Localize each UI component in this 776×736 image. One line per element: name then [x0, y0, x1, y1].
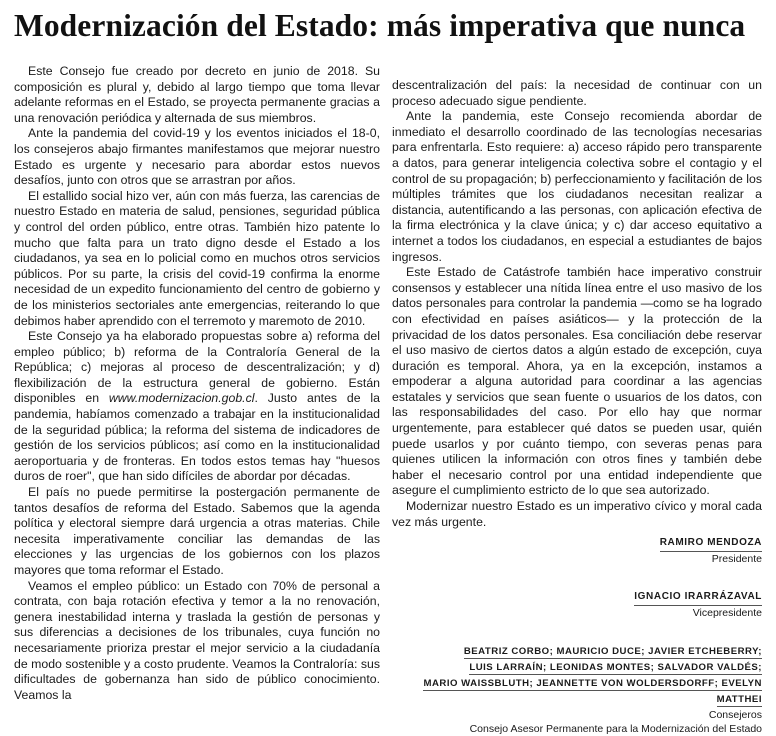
website-link[interactable]: www.modernizacion.gob.cl [108, 391, 255, 406]
council-names-line: MARIO WAISSBLUTH; JEANNETTE VON WOLDERSDORFF; EVELYN MATTHEI [423, 678, 762, 706]
paragraph: El estallido social hizo ver, aún con más fuerza, las carencias de nuestro Estado en materia de salud, pensiones, seguridad pública y control del orden público, entre otras. También hizo patente lo mucho que falta para un trato digno desde el Estado a los ciudadanos, ya sea en lo policial como en muchos otros servicios públicos. Por su parte, la crisis del covid-19 confirma la enorme necesidad de un expedito funcionamiento del centro de gobierno y de los ministerios sectoriales ante emergencias, reiterando lo que debimos haber aprendido con el terremoto y maremoto de 2010. [14, 188, 380, 328]
paragraph: Modernizar nuestro Estado es un imperativo cívico y moral cada vez más urgente. [392, 499, 762, 529]
paragraph: Veamos el empleo público: un Estado con 70% de personal a contrata, con baja rotación efectiva y temor a la no renovación, genera inestabilidad interna y traslada la gestión de personas y sus diferencias a decisiones de los tribunales, cuya función no necesariamente prioriza prestar el mejor servicio a la ciudadanía de modo sostenible y a costo prudente. Veamos la Contraloría: sus dificultades de gobernanza han sido de público conocimiento. Veamos la [14, 578, 380, 702]
paragraph-text: Este Consejo ya ha elaborado propuestas sobre a) reforma del empleo público; b) reforma de la Contraloría General de la República; c) mejoras al proceso de descentralización; y d) flexibilización de la estructura general de gobierno. Están disponibles en [14, 329, 380, 406]
council-names-line: BEATRIZ CORBO; MAURICIO DUCE; JAVIER ETCHEBERRY; [463, 646, 762, 658]
signature-vicepresident [392, 588, 762, 620]
article-column-left [14, 64, 380, 703]
signer-name: IGNACIO IRARRÁZAVAL [634, 590, 762, 606]
paragraph: Este Estado de Catástrofe también hace imperativo construir consensos y establecer una nítida línea entre el uso masivo de los datos personales para controlar la pandemia —como se ha logrado con efectividad en países asiáticos— y la protección de la privacidad de los datos personales. Esa conciliación debe reservar el uso masivo de ciertos datos a algún estado de excepción, cuya duración es temporal. Ahora, ya en la excepción, instamos a empoderar a alguna autoridad para coordinar a las agencias estatales y servicios que sean fuente o usuarios de los datos, con las responsabilidades del caso. Por ello hay que normar urgentemente, para establecer qué datos se pueden usar, quién puede usarlos y por cuánto tiempo, con severas penas para quienes utilicen la información con otros fines y también debe haber el necesario control por una entidad independiente que asegure el cumplimiento estricto de lo que sea autorizado. [392, 265, 762, 498]
paragraph: El país no puede permitirse la postergación permanente de tantos desafíos de reforma del Estado. Sabemos que la agenda política y electoral siempre dará urgencia a otras materias. Chile necesita imperativamente conciliar las demandas de las elecciones y las urgencias de los gobiernos con los plazos mayores que toma reformar el Estado. [14, 485, 380, 577]
signer-role: Presidente [711, 553, 762, 566]
paragraph-text: . Justo antes de la pandemia, habíamos comenzado a trabajar en la institucionalidad de la seguridad pública; la reforma del sistema de indicadores de gestión de los servicios públicos; así como en la institucionalidad aeroportuaria y de fronteras. En todos estos temas hay "huesos duros de roer", que han sido difíciles de abordar por décadas. [14, 391, 380, 484]
council-organization: Consejo Asesor Permanente para la Modernización del Estado [469, 723, 762, 736]
article-headline: Modernización del Estado: más imperativa que nunca [14, 8, 746, 43]
paragraph: Ante la pandemia del covid-19 y los eventos iniciados el 18-0, los consejeros abajo firmantes manifestamos que mejorar nuestro Estado es urgente y necesario para abordar estos nuevos desafíos, junto con otros que se arrastran por años. [14, 126, 380, 188]
signer-name: RAMIRO MENDOZA [660, 536, 762, 552]
signature-council [392, 644, 762, 736]
paragraph [14, 329, 380, 485]
article-column-right [392, 78, 762, 736]
paragraph: Este Consejo fue creado por decreto en junio de 2018. Su composición es plural y, debido al largo tiempo que toma llevar adelante reformas en el Estado, se proyecta permanente gracias a una renovación periódica y alternada de sus miembros. [14, 64, 380, 125]
signer-role: Vicepresidente [692, 607, 762, 620]
council-names-line: LUIS LARRAÍN; LEONIDAS MONTES; SALVADOR VALDÉS; [469, 662, 762, 674]
paragraph: descentralización del país: la necesidad de continuar con un proceso adecuado sigue pendiente. [392, 78, 762, 108]
paragraph: Ante la pandemia, este Consejo recomienda abordar de inmediato el desarrollo coordinado de las tecnologías necesarias para enfrentarla. Esto requiere: a) acceso rápido pero transparente a datos, para generar inteligencia colectiva sobre el contagio y el control de su propagación; b) perfeccionamiento y facilitación de los múltiples trámites que los ciudadanos necesitan realizar a distancia, autentificando a las personas, con aplicación efectiva de la firma electrónica y la clave única; y c) dar acceso equitativo a internet a todos los ciudadanos, en especial a estudiantes de bajos ingresos. [392, 109, 762, 264]
signature-president [392, 534, 762, 566]
council-role: Consejeros [708, 709, 762, 722]
